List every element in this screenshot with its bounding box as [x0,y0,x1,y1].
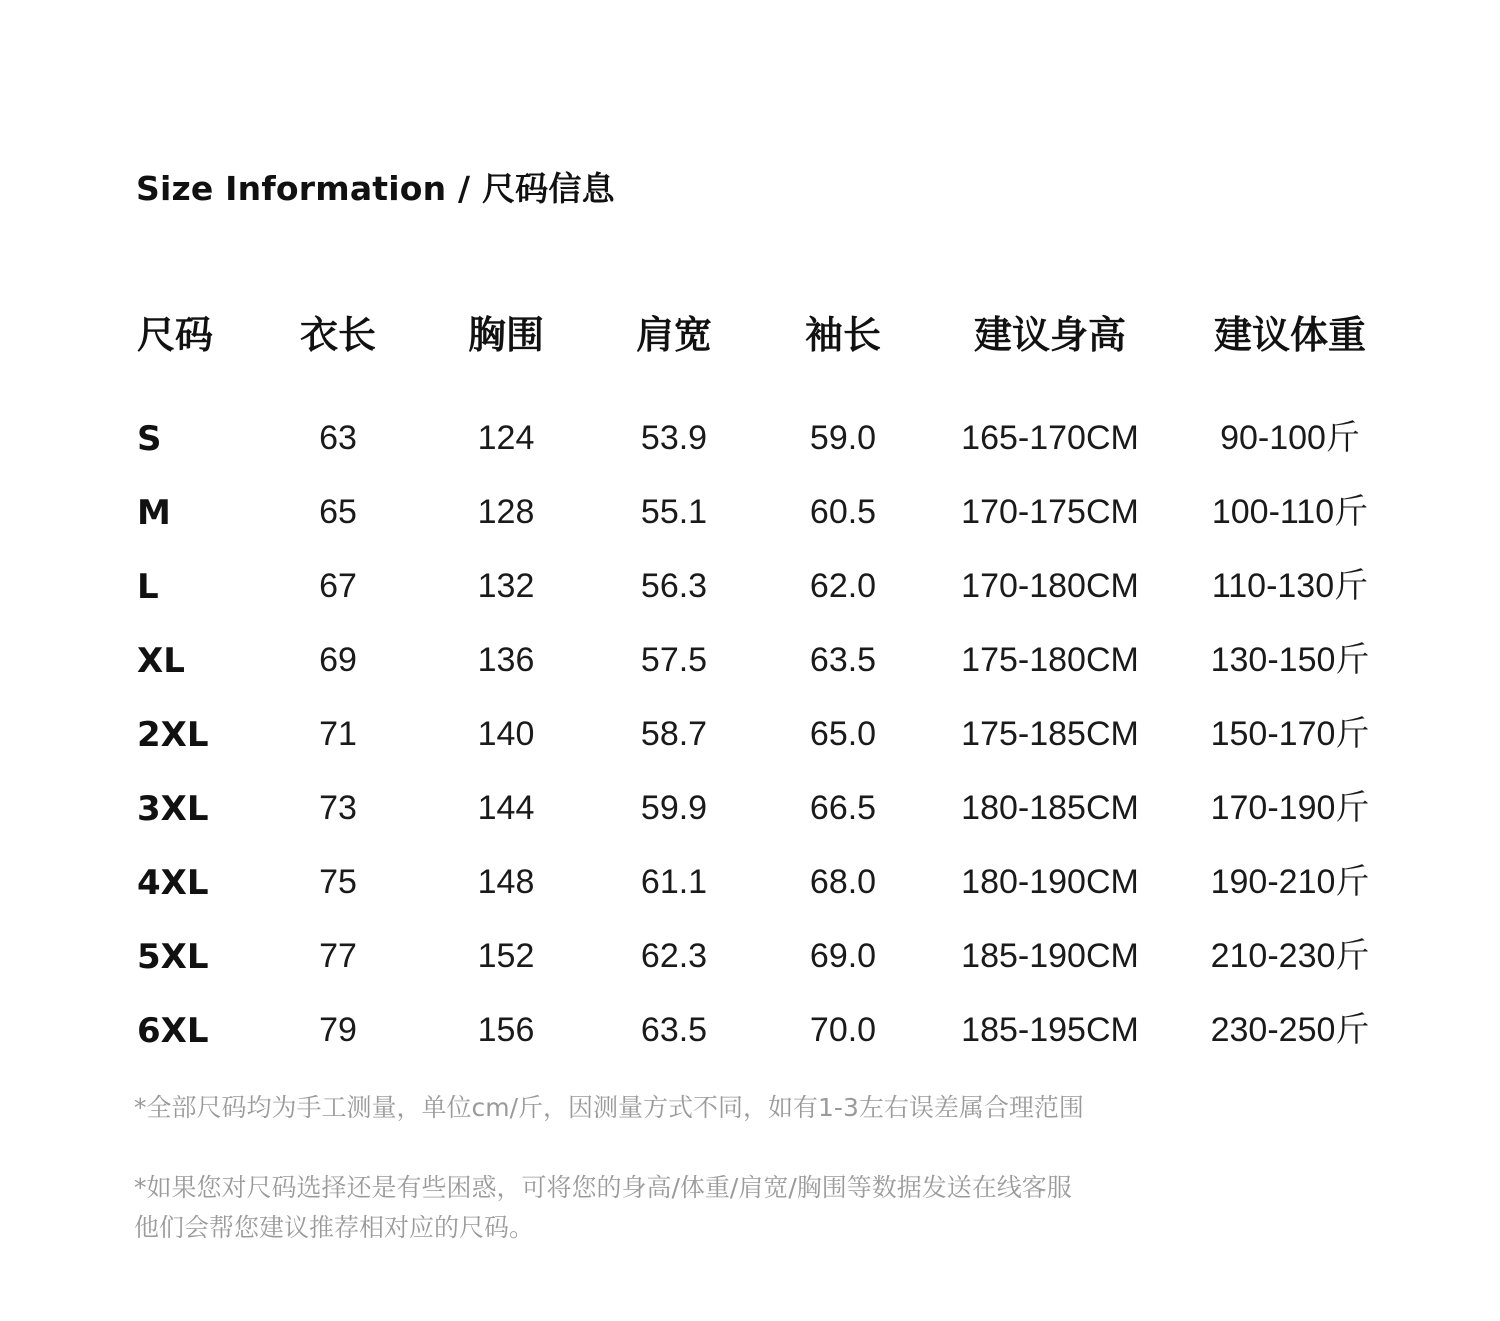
cell-shoulder: 59.9 [640,789,708,827]
cell-sleeve: 69.0 [809,937,877,975]
cell-shoulder: 58.7 [640,715,708,753]
cell-height: 165-170CM [961,419,1139,457]
page-title: Size Information / 尺码信息 [136,169,615,208]
cell-sleeve: 66.5 [809,789,877,827]
cell-shoulder: 62.3 [640,937,708,975]
cell-height: 185-195CM [961,1011,1139,1049]
cell-sleeve: 62.0 [809,567,877,605]
cell-length: 65 [319,493,357,531]
cell-length: 77 [319,937,357,975]
size-label: M [137,493,171,533]
cell-height: 175-180CM [961,641,1139,679]
cell-sleeve: 63.5 [809,641,877,679]
customer-service-note-line-2: 他们会帮您建议推荐相对应的尺码。 [134,1213,535,1242]
size-label: 6XL [137,1011,209,1051]
size-label: 2XL [137,715,209,755]
cell-sleeve: 65.0 [809,715,877,753]
cell-shoulder: 63.5 [640,1011,708,1049]
cell-shoulder: 57.5 [640,641,708,679]
cell-weight: 150-170斤 [1210,715,1370,753]
size-label: L [137,567,159,607]
cell-sleeve: 70.0 [809,1011,877,1049]
cell-shoulder: 53.9 [640,419,708,457]
header-size: 尺码 [137,313,214,357]
cell-chest: 128 [477,493,535,531]
size-label: S [137,419,162,459]
customer-service-note-line-1: *如果您对尺码选择还是有些困惑，可将您的身高/体重/肩宽/胸围等数据发送在线客服 [134,1173,1072,1202]
header-height: 建议身高 [973,313,1127,357]
customer-service-note [134,1168,1234,1248]
cell-chest: 136 [477,641,535,679]
cell-length: 73 [319,789,357,827]
cell-weight: 210-230斤 [1210,937,1370,975]
header-chest: 胸围 [467,313,545,357]
cell-height: 185-190CM [961,937,1139,975]
notes [134,1088,1234,1248]
cell-shoulder: 61.1 [640,863,708,901]
cell-chest: 156 [477,1011,535,1049]
cell-weight: 110-130斤 [1211,567,1369,605]
cell-length: 79 [319,1011,357,1049]
cell-weight: 100-110斤 [1211,493,1369,531]
cell-weight: 90-100斤 [1220,419,1360,457]
cell-weight: 170-190斤 [1210,789,1370,827]
cell-height: 170-175CM [961,493,1139,531]
cell-length: 63 [319,419,357,457]
cell-chest: 132 [477,567,535,605]
cell-chest: 152 [477,937,535,975]
cell-height: 175-185CM [961,715,1139,753]
cell-chest: 144 [477,789,535,827]
cell-weight: 130-150斤 [1210,641,1370,679]
header-sleeve: 袖长 [804,313,882,357]
header-weight: 建议体重 [1213,313,1367,357]
cell-height: 180-190CM [961,863,1139,901]
cell-length: 69 [319,641,357,679]
cell-length: 67 [319,567,357,605]
size-label: 3XL [137,789,209,829]
cell-weight: 190-210斤 [1210,863,1370,901]
cell-chest: 148 [477,863,535,901]
cell-length: 75 [319,863,357,901]
cell-shoulder: 55.1 [640,493,708,531]
measurement-note: *全部尺码均为手工测量，单位cm/斤，因测量方式不同，如有1-3左右误差属合理范围 [134,1093,1084,1122]
size-label: 5XL [137,937,209,977]
size-label: XL [137,641,185,681]
header-length: 衣长 [299,313,377,357]
cell-height: 170-180CM [961,567,1139,605]
cell-height: 180-185CM [961,789,1139,827]
cell-shoulder: 56.3 [640,567,708,605]
cell-chest: 140 [477,715,535,753]
cell-weight: 230-250斤 [1210,1011,1370,1049]
header-shoulder: 肩宽 [635,313,713,357]
cell-chest: 124 [477,419,535,457]
size-label: 4XL [137,863,209,903]
cell-sleeve: 59.0 [809,419,877,457]
cell-sleeve: 60.5 [809,493,877,531]
cell-length: 71 [319,715,357,753]
cell-sleeve: 68.0 [809,863,877,901]
